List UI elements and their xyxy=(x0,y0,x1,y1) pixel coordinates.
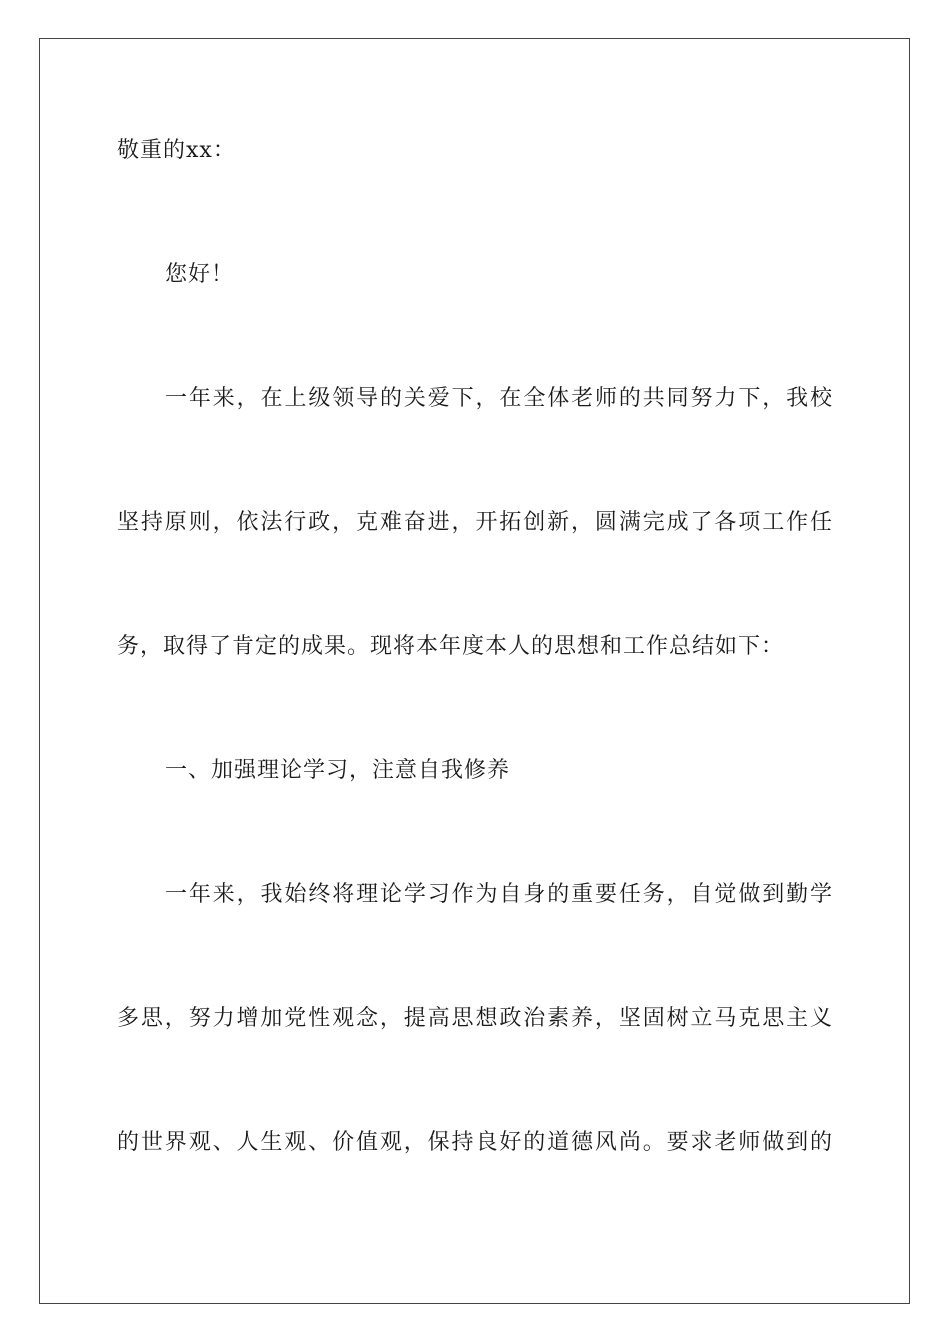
paragraph2-line2: 多思，努力增加党性观念，提高思想政治素养，坚固树立马克思主义 xyxy=(117,1006,833,1031)
paragraph1-line3: 务，取得了肯定的成果。现将本年度本人的思想和工作总结如下： xyxy=(117,634,785,659)
salutation-line: 您好！ xyxy=(165,262,235,287)
paragraph2-line3: 的世界观、人生观、价值观，保持良好的道德风尚。要求老师做到的 xyxy=(117,1130,833,1155)
page-frame xyxy=(39,38,910,1304)
paragraph1-line1: 一年来，在上级领导的关爱下，在全体老师的共同努力下，我校 xyxy=(165,386,833,411)
section1-heading: 一、加强理论学习，注意自我修养 xyxy=(165,758,511,783)
paragraph2-line1: 一年来，我始终将理论学习作为自身的重要任务，自觉做到勤学 xyxy=(165,882,833,907)
greeting-line: 敬重的xx： xyxy=(117,138,236,163)
paragraph1-line2: 坚持原则，依法行政，克难奋进，开拓创新，圆满完成了各项工作任 xyxy=(117,510,833,535)
